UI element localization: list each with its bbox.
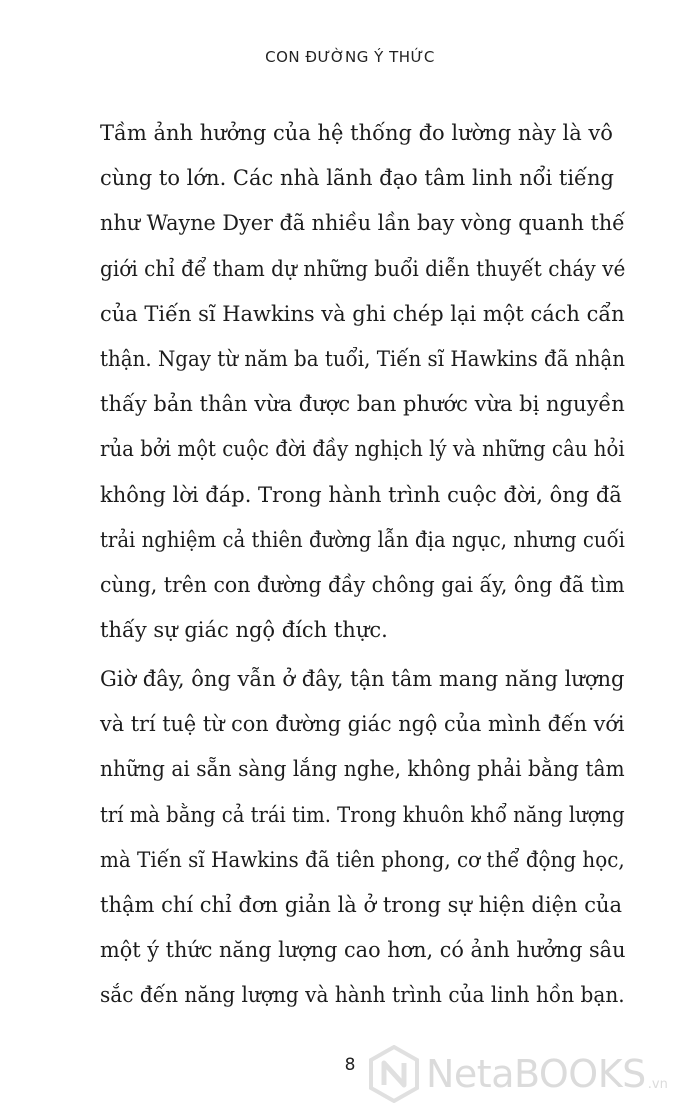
watermark-suffix: .vn — [647, 1077, 668, 1092]
text-line: những ai sẵn sàng lắng nghe, không phải bằng tâm — [100, 757, 625, 782]
text-line: Tầm ảnh hưởng của hệ thống đo lường này là vô — [100, 121, 613, 145]
text-line: thấy bản thân vừa được ban phước vừa bị nguyền — [100, 392, 625, 417]
netabooks-watermark — [368, 1042, 698, 1106]
text-line: sắc đến năng lượng và hành trình của linh hồn bạn. — [100, 983, 625, 1008]
text-line: thận. Ngay từ năm ba tuổi, Tiến sĩ Hawkins đã nhận — [100, 347, 625, 372]
text-line: của Tiến sĩ Hawkins và ghi chép lại một cách cẩn — [100, 301, 625, 326]
text-line: Giờ đây, ông vẫn ở đây, tận tâm mang năng lượng — [100, 667, 625, 691]
text-line: thậm chí chỉ đơn giản là ở trong sự hiện diện của — [100, 893, 623, 918]
text-line: thấy sự giác ngộ đích thực. — [100, 618, 388, 643]
text-line: một ý thức năng lượng cao hơn, có ảnh hưởng sâu — [100, 938, 626, 963]
running-title: CON ĐƯỜNG Ý THỨC — [265, 48, 435, 66]
text-line: trải nghiệm cả thiên đường lẫn địa ngục, nhưng cuối — [100, 527, 625, 552]
text-line: cùng to lớn. Các nhà lãnh đạo tâm linh nổi tiếng — [100, 166, 614, 191]
paragraph-1 — [100, 111, 625, 653]
text-line: và trí tuệ từ con đường giác ngộ của mình đến với — [100, 712, 625, 737]
page-number: 8 — [344, 1055, 356, 1075]
text-line: như Wayne Dyer đã nhiều lần bay vòng quanh thế — [100, 211, 625, 236]
netabooks-logo-icon — [368, 1045, 420, 1103]
watermark-brand: NetaBOOKS — [426, 1052, 646, 1096]
paragraph-2 — [100, 657, 625, 1019]
text-line: giới chỉ để tham dự những buổi diễn thuyết cháy vé — [100, 256, 626, 281]
text-line: trí mà bằng cả trái tim. Trong khuôn khổ năng lượng — [100, 802, 625, 827]
text-line: không lời đáp. Trong hành trình cuộc đời, ông đã — [100, 482, 622, 507]
text-line: cùng, trên con đường đầy chông gai ấy, ông đã tìm — [100, 573, 625, 598]
text-line: mà Tiến sĩ Hawkins đã tiên phong, cơ thể động học, — [100, 847, 625, 872]
text-line: rủa bởi một cuộc đời đầy nghịch lý và những câu hỏi — [100, 437, 625, 462]
